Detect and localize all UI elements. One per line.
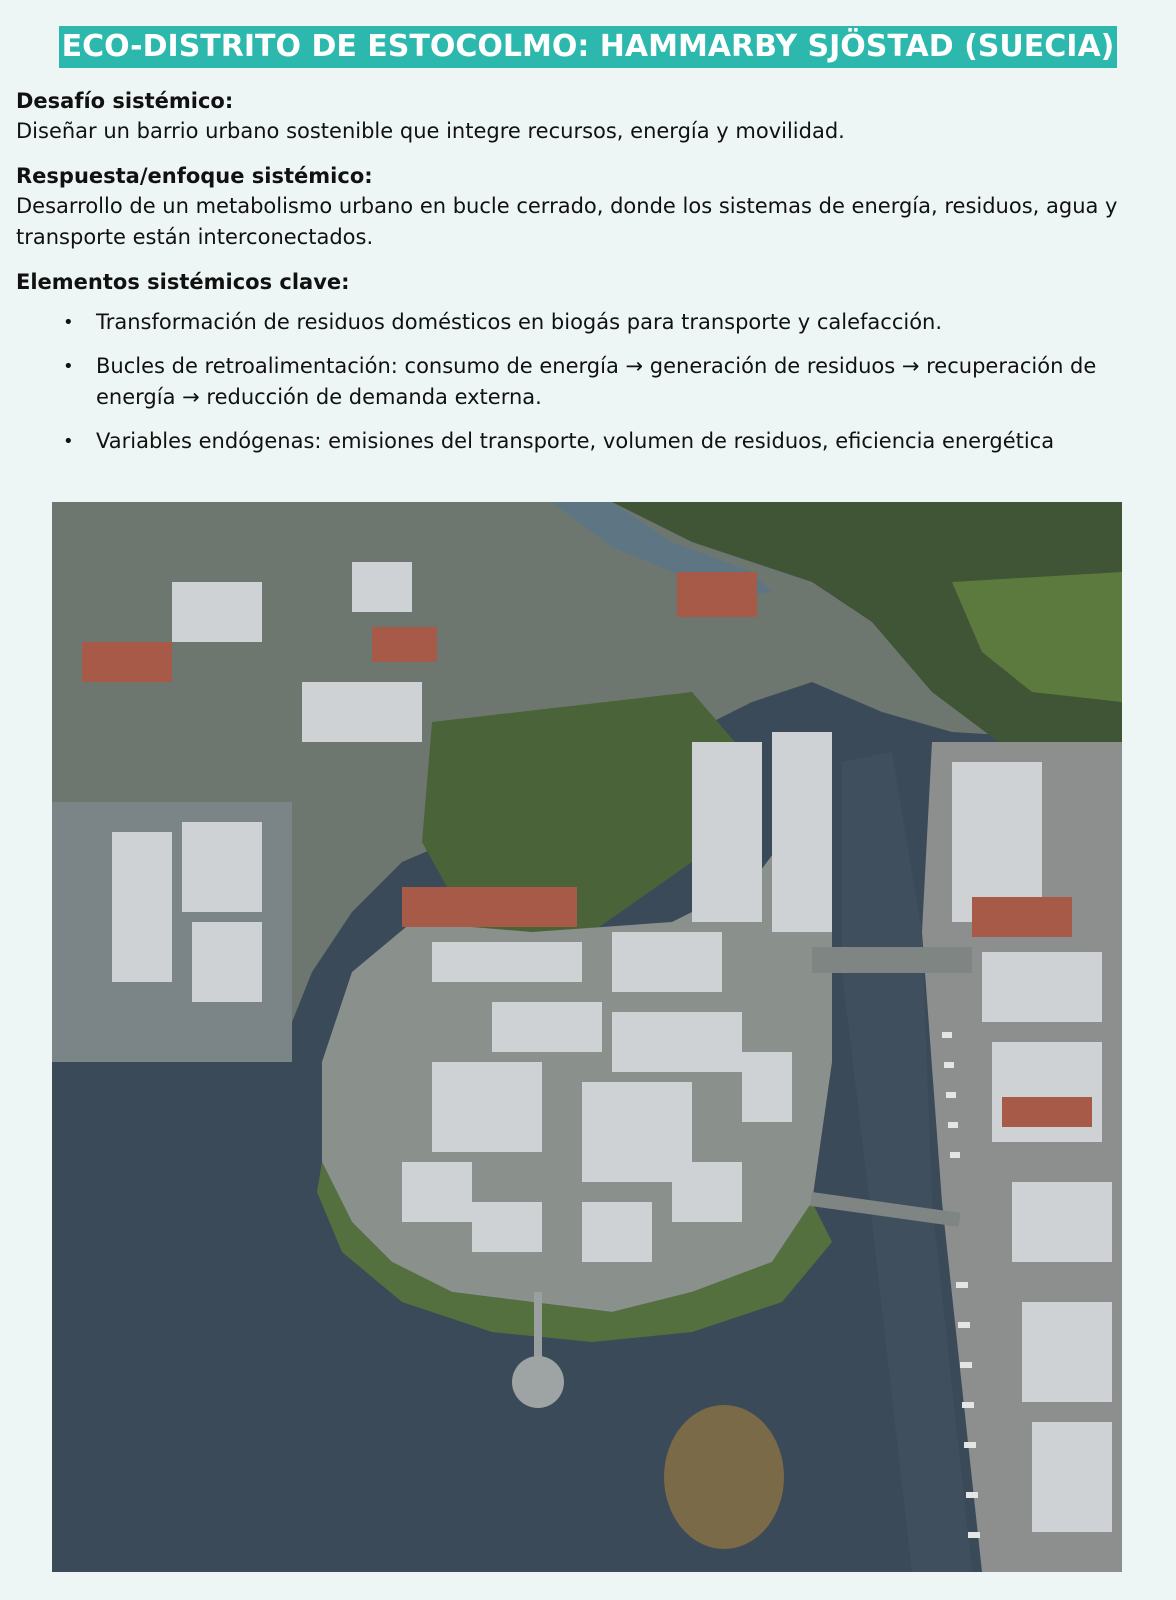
challenge-text: Diseñar un barrio urbano sostenible que integre recursos, energía y movilidad. (16, 119, 845, 143)
bullet-icon: • (63, 356, 74, 377)
list-item (16, 351, 1160, 413)
response-heading: Respuesta/enfoque sistémico: (16, 164, 373, 188)
list-item-text: Variables endógenas: emisiones del transporte, volumen de residuos, eficiencia energética (96, 429, 1055, 453)
list-item (16, 307, 1160, 338)
page-title: ECO-DISTRITO DE ESTOCOLMO: HAMMARBY SJÖSTAD (SUECIA) (59, 26, 1118, 68)
aerial-photo-icon (52, 502, 1122, 1572)
response-text: Desarrollo de un metabolismo urbano en bucle cerrado, donde los sistemas de energía, residuos, agua y transporte están interconectados. (16, 194, 1118, 249)
list-item-text: Bucles de retroalimentación: consumo de energía → generación de residuos → recuperación de energía → reducción de demanda externa. (96, 354, 1097, 409)
response-section (16, 161, 1160, 253)
challenge-section (16, 86, 1160, 147)
bullet-icon: • (63, 312, 74, 333)
title-bar (16, 0, 1160, 72)
list-item-text: Transformación de residuos domésticos en biogás para transporte y calefacción. (96, 310, 943, 334)
elements-list (16, 307, 1160, 457)
elements-section (16, 267, 1160, 457)
bullet-icon: • (63, 431, 74, 452)
elements-heading: Elementos sistémicos clave: (16, 270, 350, 294)
aerial-photo (52, 502, 1122, 1572)
list-item (16, 426, 1160, 457)
challenge-heading: Desafío sistémico: (16, 89, 234, 113)
